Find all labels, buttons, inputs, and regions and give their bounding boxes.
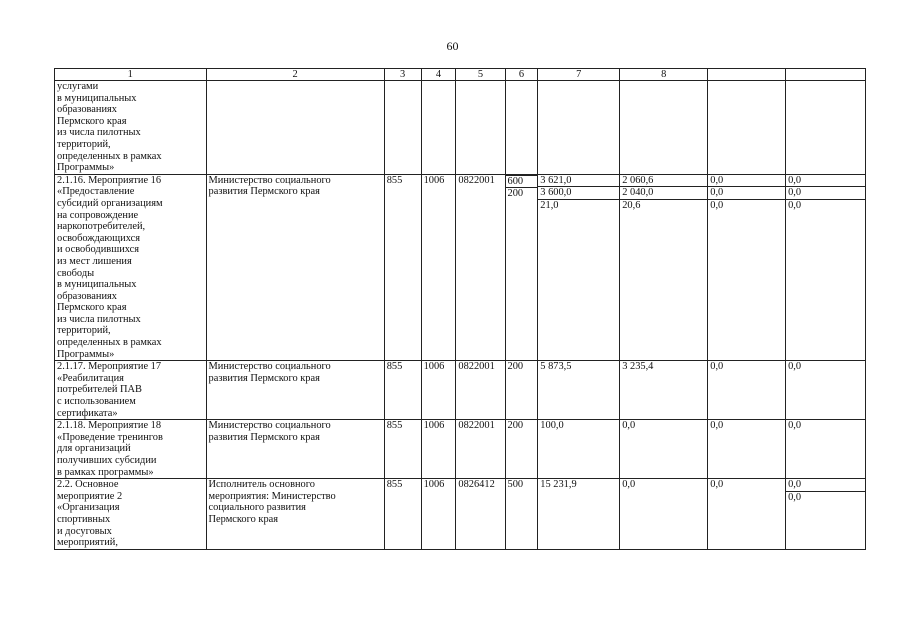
grbs-cell: 855: [384, 174, 421, 361]
csr-cell: 0822001: [456, 420, 505, 479]
header-cell: 1: [55, 69, 207, 81]
header-cell: [708, 69, 786, 81]
value-cell: 3 235,4: [620, 361, 708, 420]
rzpr-cell: 1006: [421, 479, 456, 550]
grbs-cell: 855: [384, 420, 421, 479]
value-cell: 0,0: [786, 420, 866, 479]
header-cell: 4: [421, 69, 456, 81]
budget-table: [54, 68, 866, 550]
table-row: [55, 420, 866, 479]
header-cell: 5: [456, 69, 505, 81]
value-cell: 0,0: [786, 361, 866, 420]
table-row: [55, 174, 866, 361]
vr-cell: 200: [505, 420, 538, 479]
value-cell: 0,0: [620, 420, 708, 479]
executor-cell: Исполнитель основного мероприятия: Министерство социального развития Пермского края: [206, 479, 384, 550]
value-cell: 0,0: [708, 361, 786, 420]
csr-cell: 0826412: [456, 479, 505, 550]
header-cell: [786, 69, 866, 81]
vr-cell: 500: [505, 479, 538, 550]
value-cell: 0,0: [620, 479, 708, 550]
header-cell: 2: [206, 69, 384, 81]
csr-cell: 0822001: [456, 361, 505, 420]
grbs-cell: 855: [384, 361, 421, 420]
rzpr-cell: 1006: [421, 420, 456, 479]
activity-name-cell: 2.1.16. Мероприятие 16 «Предоставление субсидий организациям на сопровождение наркопотребителей, освобождающихся и освободившихся из мест лишения свободы в муниципальных образованиях Пермского края из числа пилотных территорий, определенных в рамках Программы»: [55, 174, 207, 361]
header-cell: 6: [505, 69, 538, 81]
vr-cell: 600 200: [505, 174, 538, 361]
activity-name-cell: 2.1.17. Мероприятие 17 «Реабилитация потребителей ПАВ с использованием сертификата»: [55, 361, 207, 420]
table-row: [55, 81, 866, 175]
table-row: [55, 361, 866, 420]
vr-cell: 200: [505, 361, 538, 420]
activity-name-cell: 2.1.18. Мероприятие 18 «Проведение тренингов для организаций получивших субсидии в рамках программы»: [55, 420, 207, 479]
csr-cell: 0822001: [456, 174, 505, 361]
value-cell: 0,0 0,0 0,0: [708, 174, 786, 361]
header-cell: 3: [384, 69, 421, 81]
value-cell: 0,0: [708, 479, 786, 550]
value-cell: 2 060,6 2 040,0 20,6: [620, 174, 708, 361]
activity-name-cell: услугами в муниципальных образованиях Пермского края из числа пилотных территорий, определенных в рамках Программы»: [55, 81, 207, 175]
header-cell: 7: [538, 69, 620, 81]
executor-cell: Министерство социального развития Пермского края: [206, 174, 384, 361]
value-cell: 0,0: [708, 420, 786, 479]
value-cell: 15 231,9: [538, 479, 620, 550]
executor-cell: Министерство социального развития Пермского края: [206, 361, 384, 420]
rzpr-cell: 1006: [421, 361, 456, 420]
value-cell: 5 873,5: [538, 361, 620, 420]
value-cell: 0,0 0,0 0,0: [786, 174, 866, 361]
table-header-row: [55, 69, 866, 81]
activity-name-cell: 2.2. Основное мероприятие 2 «Организация спортивных и досуговых мероприятий,: [55, 479, 207, 550]
value-cell: 0,0 0,0: [786, 479, 866, 550]
value-cell: 100,0: [538, 420, 620, 479]
grbs-cell: 855: [384, 479, 421, 550]
page-number: 60: [446, 39, 459, 53]
table-row: [55, 479, 866, 550]
value-cell: 3 621,0 3 600,0 21,0: [538, 174, 620, 361]
executor-cell: Министерство социального развития Пермского края: [206, 420, 384, 479]
rzpr-cell: 1006: [421, 174, 456, 361]
header-cell: 8: [620, 69, 708, 81]
